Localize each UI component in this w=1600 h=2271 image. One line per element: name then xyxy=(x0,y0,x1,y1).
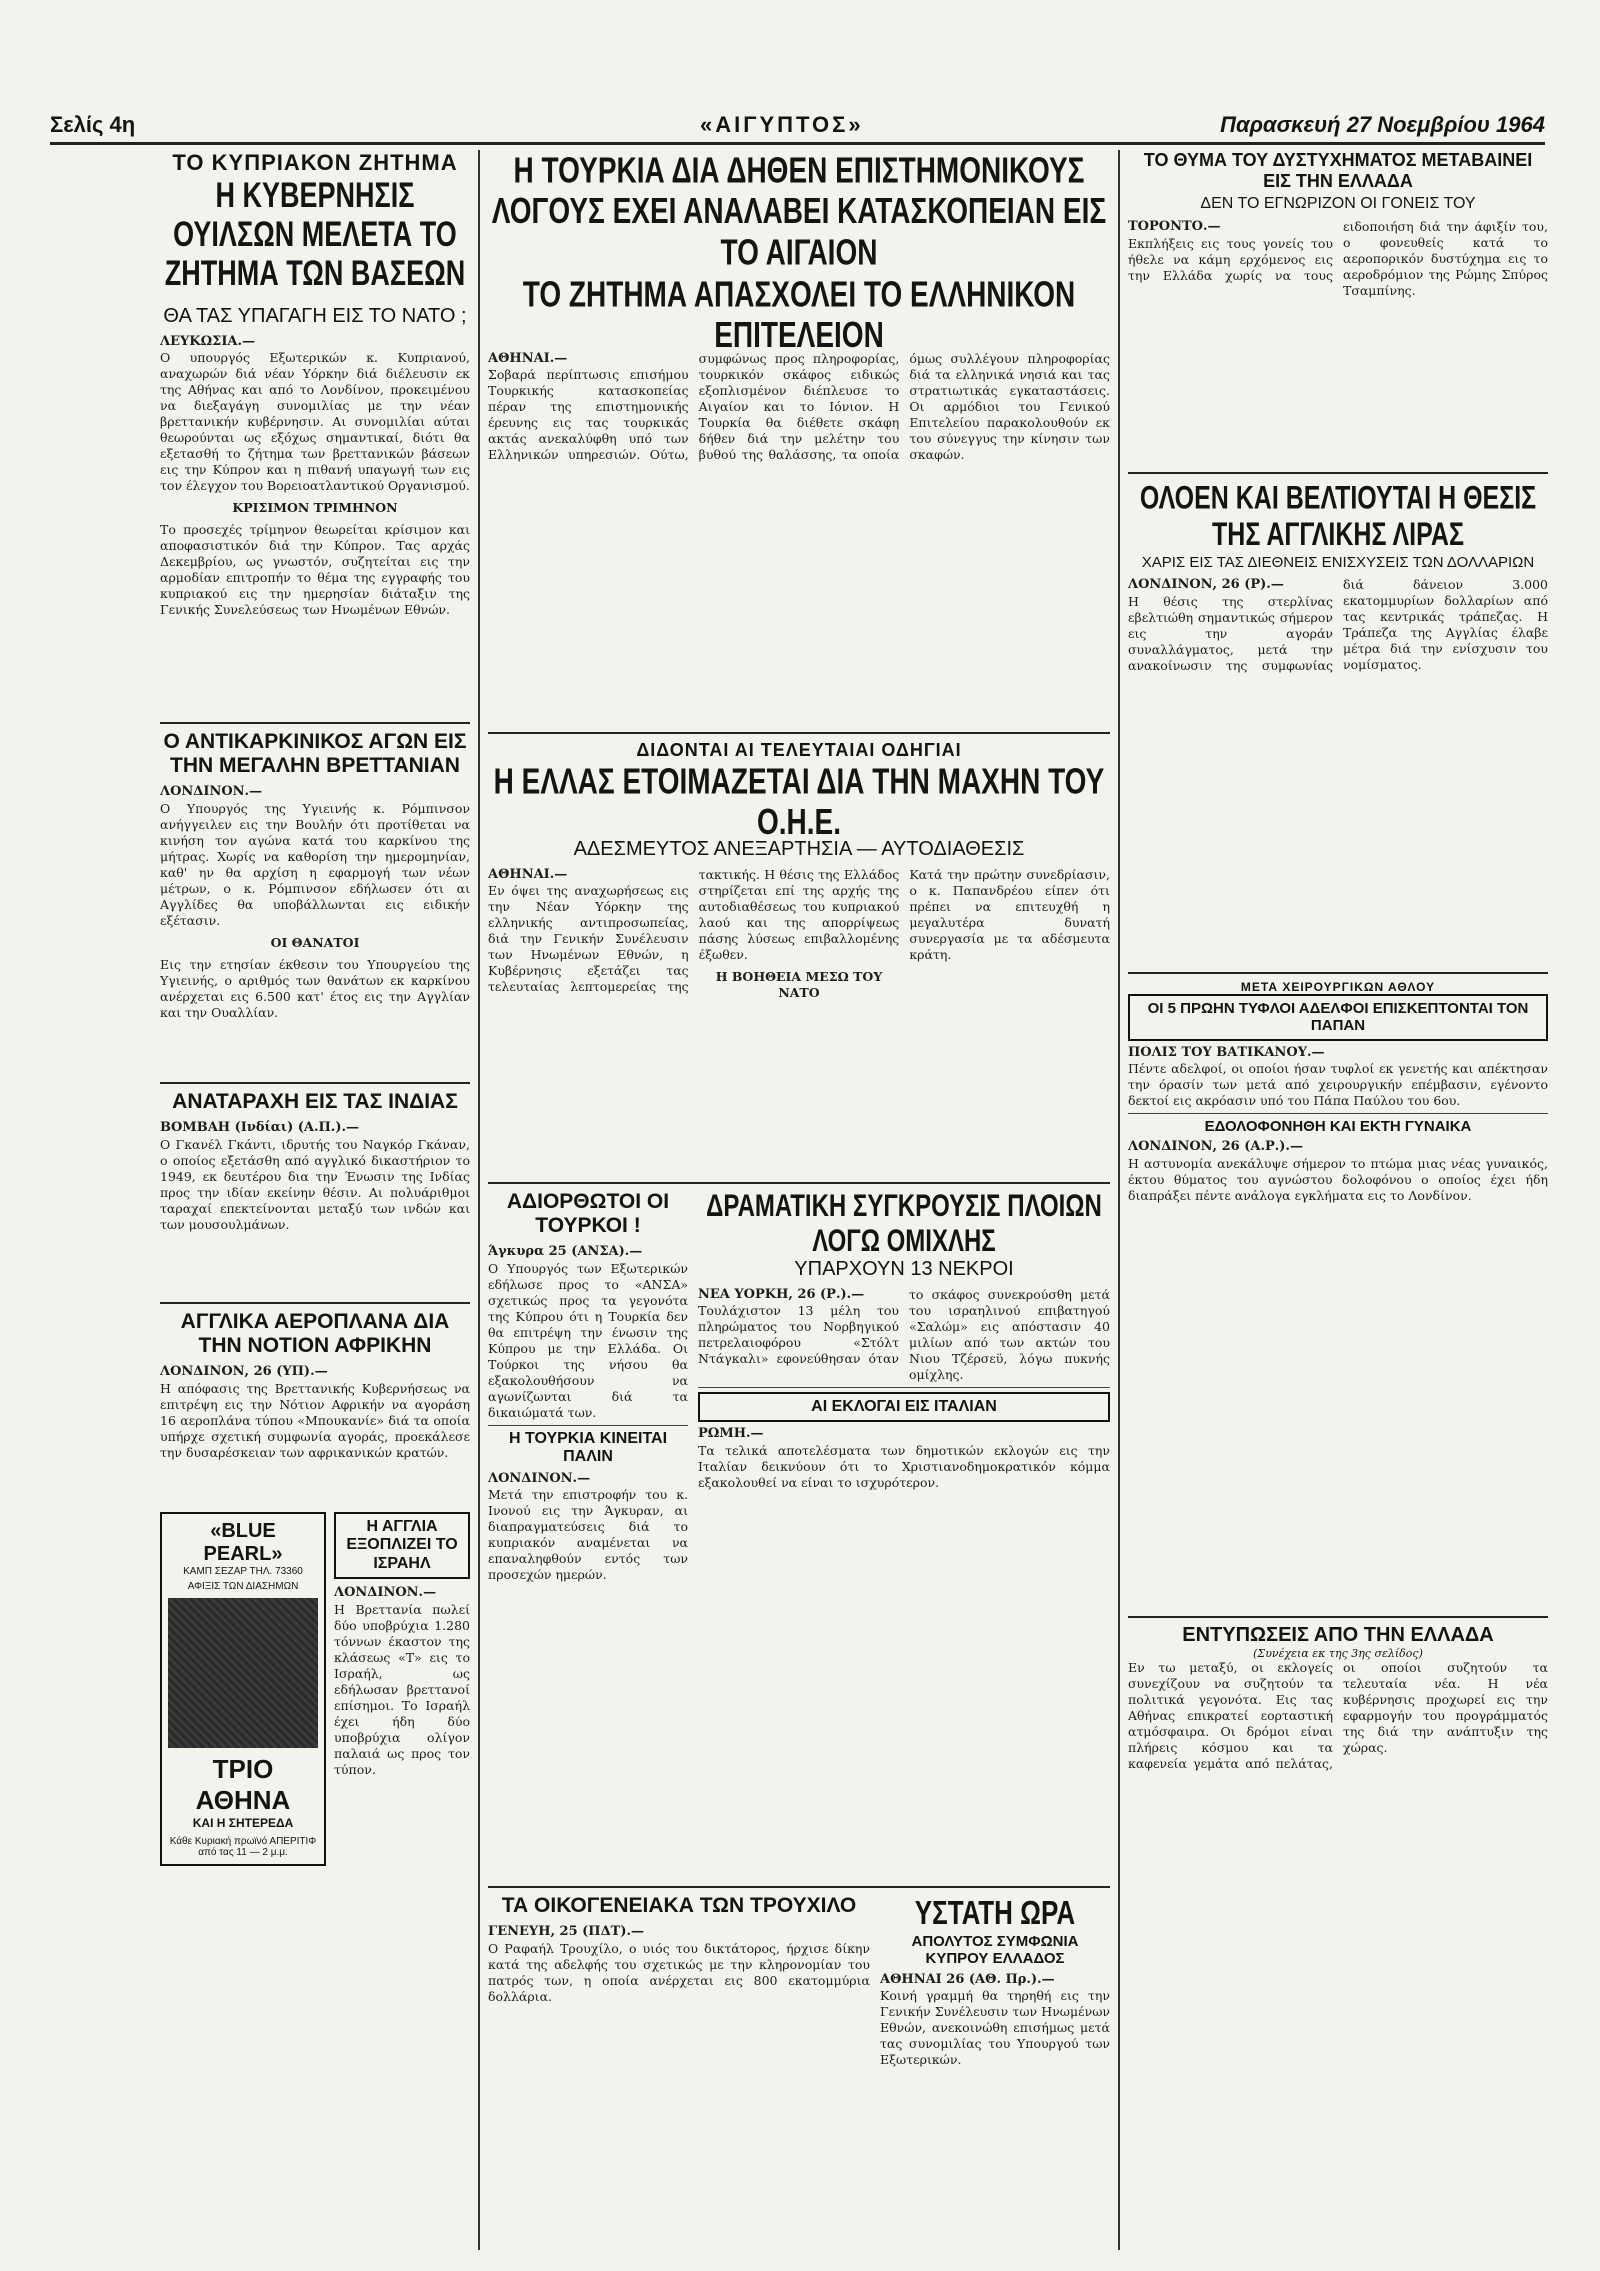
subheadline: ΥΠΑΡΧΟΥΝ 13 ΝΕΚΡΟΙ xyxy=(794,1257,1014,1280)
article-turkey xyxy=(488,150,1110,720)
article-un xyxy=(488,740,1110,1170)
headline: Η ΚΥΒΕΡΝΗΣΙΣ ΟΥΙΛΣΩΝ ΜΕΛΕΤΑ ΤΟ ΖΗΤΗΜΑ ΤΩΝ ΒΑΣΕΩΝ xyxy=(164,176,466,294)
headline: ΤΑ ΟΙΚΟΓΕΝΕΙΑΚΑ ΤΩΝ ΤΡΟΥΧΙΛΟ xyxy=(501,1894,857,1917)
article-planes xyxy=(160,1310,470,1500)
headline: Ο ΑΝΤΙΚΑΡΚΙΝΙΚΟΣ ΑΓΩΝ ΕΙΣ ΤΗΝ ΜΕΓΑΛΗΝ ΒΡΕΤΤΑΝΙΑΝ xyxy=(163,730,467,778)
subheadline: ΑΔΕΣΜΕΥΤΟΣ ΑΝΕΞΑΡΤΗΣΙΑ — ΑΥΤΟΔΙΑΘΕΣΙΣ xyxy=(573,837,1025,860)
article-text: Το προσεχές τρίμηνον θεωρείται κρίσιμον και αποφασιστικόν διά την Κύπρον. Τας αρχάς Δεκεμβρίου, ως γνωστόν, συζητείται εις την αρμοδίαν επιτροπήν το θέμα της εγγραφής του κυπριακού εις την ημερησίαν διάταξιν της Γενικής Συνελεύσεως των Ηνωμένων Εθνών. xyxy=(160,522,470,618)
dateline: ΛΕΥΚΩΣΙΑ.— xyxy=(160,333,256,349)
article-text: Ο Ραφαήλ Τρουχίλο, ο υιός του δικτάτορος, ήρχισε δίκην κατά της αδελφής του σχετικώς με την κληρονομίαν του πατρός των, η οποία ανέρχεται εις 800 εκατομμύρια δολλάρια. xyxy=(488,1940,870,2004)
headline: ΑΝΑΤΑΡΑΧΗ ΕΙΣ ΤΑΣ ΙΝΔΙΑΣ xyxy=(172,1090,458,1113)
continuation-note: (Συνέχεια εκ της 3ης σελίδος) xyxy=(1253,1647,1423,1660)
kicker: ΤΟ ΘΥΜΑ ΤΟΥ ΔΥΣΤΥΧΗΜΑΤΟΣ ΜΕΤΑΒΑΙΝΕΙ ΕΙΣ ΤΗΝ ΕΛΛΑΔΑ xyxy=(1143,150,1533,191)
headline-2: Η ΤΟΥΡΚΙΑ ΚΙΝΕΙΤΑΙ ΠΑΛΙΝ xyxy=(508,1429,668,1466)
column-middle xyxy=(488,150,1110,2250)
dateline: Άγκυρα 25 (ΑΝΣΑ).— xyxy=(488,1244,643,1260)
kicker: ΤΟ ΚΥΠΡΙΑΚΟΝ ΖΗΤΗΜΑ xyxy=(172,150,458,175)
ad-note: ΑΦΙΞΙΣ ΤΩΝ ΔΙΑΣΗΜΩΝ xyxy=(187,1581,299,1592)
dateline: ΛΟΝΔΙΝΟΝ, 26 (Α.Ρ.).— xyxy=(1128,1139,1303,1155)
headline: ΕΝΤΥΠΩΣΕΙΣ ΑΠΟ ΤΗΝ ΕΛΛΑΔΑ xyxy=(1182,1624,1494,1646)
dateline: ΑΘΗΝΑΙ 26 (ΑΘ. Πρ.).— xyxy=(880,1971,1055,1987)
page-number: Σελίς 4η xyxy=(50,112,136,137)
article-text: Η αστυνομία ανεκάλυψε σήμερον το πτώμα μιας νέας γυναικός, έκτου θύματος του αγνώστου δολοφόνου ο οποίος έχει ήδη διαπράξει πέντε ανάλογα εγκλήματα εις το Λονδίνον. xyxy=(1128,1156,1548,1203)
dateline: ΡΩΜΗ.— xyxy=(698,1426,764,1442)
article-text: Ο υπουργός Εξωτερικών κ. Κυπριανού, αναχωρών διά νέαν Υόρκην διά διέλευσιν εκ της Αθήνας και από το Λονδίνον, προκειμένου να διεξαγάγη συνομιλίας με την νέαν βρεττανικήν κυβέρνησιν. Αι συνομιλίαι αύται θεωρούνται ως εξόχως σημαντικαί, διότι θα εξετασθή το ζήτημα των βρεττανικών βάσεων εις την Κύπρον και η πιθανή υπαγωγή των εις τον έλεγχον του Βορειοατλαντικού Οργανισμού. xyxy=(160,350,470,494)
article-text: Η απόφασις της Βρεττανικής Κυβερνήσεως να επιτρέψη εις την Νότιον Αφρικήν να αγοράση 16 αεροπλάνα τύπου «Μπουκανίε» διά τα οποία υπήρχε σχετική συμφωνία αγοράς, προεκάλεσε την δυσαρέσκειαν των αφρικανικών κρατών. xyxy=(160,1380,470,1460)
dateline: ΛΟΝΔΙΝΟΝ, 26 (Ρ).— xyxy=(1128,577,1284,592)
subheadline: ΔΕΝ ΤΟ ΕΓΝΩΡΙΖΟΝ ΟΙ ΓΟΝΕΙΣ ΤΟΥ xyxy=(1200,195,1476,213)
dateline: ΑΘΗΝΑΙ.— xyxy=(488,350,568,366)
headline: ΟΙ 5 ΠΡΩΗΝ ΤΥΦΛΟΙ ΑΔΕΛΦΟΙ ΕΠΙΣΚΕΠΤΟΝΤΑΙ ΤΟΝ ΠΑΠΑΝ xyxy=(1128,994,1548,1041)
newspaper-name: «ΑΙΓΥΠΤΟΣ» xyxy=(700,112,864,137)
article-text: Η θέσις της στερλίνας εβελτιώθη σημαντικώς σήμερον εις την αγοράν συναλλάγματος, μετά την ανακοίνωσιν της συμφωνίας διά δάνειον 3.000 εκατομμυρίων δολλαρίων από τας κεντρικάς τράπεζας. Η Τράπεζα της Αγγλίας έλαβε μέτρα διά την ενίσχυσιν του νομίσματος. xyxy=(1128,577,1548,673)
dateline: ΑΘΗΝΑΙ.— xyxy=(488,866,568,882)
dateline: ΛΟΝΔΙΝΟΝ.— xyxy=(488,1470,591,1486)
article-text: Κατά την πρώτην συνεδρίασιν, ο κ. Παπανδρέου είπεν ότι πρέπει να επιτευχθή η μεγαλυτέρα δυνατή συνεργασία με τα αδέσμευτα κράτη. xyxy=(909,866,1110,962)
headline-2: ΕΔΟΛΟΦΟΝΗΘΗ ΚΑΙ ΕΚΤΗ ΓΥΝΑΙΚΑ xyxy=(1204,1118,1472,1136)
article-text: Εκπλήξεις εις τους γονείς του ήθελε να κάμη ερχόμενος εις την Ελλάδα χωρίς να τους ειδοποιήση διά την άφιξίν του, ο φονευθείς κατά το αεροπορικόν δυστύχημα εις το αεροδρόμιον της Ρώμης Σπύρος Τσαμπίνης. xyxy=(1128,219,1548,299)
subhead: Η ΒΟΗΘΕΙΑ ΜΕΣΩ ΤΟΥ ΝΑΤΟ xyxy=(715,968,883,1000)
headline: ΑΔΙΟΡΘΩΤΟΙ ΟΙ ΤΟΥΡΚΟΙ ! xyxy=(506,1190,670,1238)
ad-address: ΚΑΜΠ ΣΕΖΑΡ ΤΗΛ. 73360 xyxy=(183,1566,303,1577)
article-vatican xyxy=(1128,980,1548,1610)
column-left xyxy=(160,150,470,2250)
column-divider xyxy=(1118,150,1120,2250)
subhead: ΟΙ ΘΑΝΑΤΟΙ xyxy=(270,934,360,950)
kicker: ΔΙΔΟΝΤΑΙ ΑΙ ΤΕΛΕΥΤΑΙΑΙ ΟΔΗΓΙΑΙ xyxy=(636,740,962,760)
article-cyprus xyxy=(160,150,470,710)
subheadline: ΧΑΡΙΣ ΕΙΣ ΤΑΣ ΔΙΕΘΝΕΙΣ ΕΝΙΣΧΥΣΕΙΣ ΤΩΝ ΔΟΛΛΑΡΙΩΝ xyxy=(1141,554,1535,571)
article-text: Εις την ετησίαν έκθεσιν του Υπουργείου της Υγιεινής, ο αριθμός των θανάτων εκ καρκίνου ανέρχεται εις 6.500 κατ' έτος εις την Αγγλίαν και την Ουαλλίαν. xyxy=(160,956,470,1020)
article-turks xyxy=(488,1190,688,1880)
headline: Η ΕΛΛΑΣ ΕΤΟΙΜΑΖΕΤΑΙ ΔΙΑ ΤΗΝ ΜΑΧΗΝ ΤΟΥ Ο.Η.Ε. xyxy=(493,761,1105,843)
article-ships xyxy=(698,1190,1110,1880)
dateline: ΛΟΝΔΙΝΟΝ.— xyxy=(334,1585,437,1601)
headline: ΟΛΟΕΝ ΚΑΙ ΒΕΛΤΙΟΥΤΑΙ Η ΘΕΣΙΣ ΤΗΣ ΑΓΓΛΙΚΗΣ ΛΙΡΑΣ xyxy=(1139,480,1537,553)
subheadline: ΑΠΟΛΥΤΟΣ ΣΥΜΦΩΝΙΑ ΚΥΠΡΟΥ ΕΛΛΑΔΟΣ xyxy=(911,1933,1079,1968)
dateline: ΓΕΝΕΥΗ, 25 (ΠΔΤ).— xyxy=(488,1924,645,1940)
dateline: ΛΟΝΔΙΝΟΝ.— xyxy=(160,784,263,800)
ad-schedule: Κάθε Κυριακή πρωϊνό ΑΠΕΡΙΤΙΦ από τας 11 — 2 μ.μ. xyxy=(169,1836,317,1858)
article-latest xyxy=(880,1894,1110,2094)
band-photo xyxy=(168,1598,318,1748)
article-text: Εν όψει της αναχωρήσεως εις την Νέαν Υόρκην της ελληνικής αντιπροσωπείας, διά την Γενικήν Συνέλευσιν των Ηνωμένων Εθνών, η Κυβέρνησις εξετάζει τας τελευταίας λεπτομερείας της τακτικής. Η θέσις της Ελλάδος στηρίζεται επί της αρχής της αυτοδιαθέσεως του κυπριακού λαού και της απορρίψεως πάσης λύσεως επιβαλλομένης έξωθεν. xyxy=(488,866,900,995)
ad-name: «BLUE PEARL» xyxy=(203,1520,283,1565)
article-cancer xyxy=(160,730,470,1070)
article-victim xyxy=(1128,150,1548,460)
subheadline: ΘΑ ΤΑΣ ΥΠΑΓΑΓΗ ΕΙΣ ΤΟ ΝΑΤΟ ; xyxy=(163,304,467,327)
dateline: ΛΟΝΔΙΝΟΝ, 26 (ΥΠ).— xyxy=(160,1364,328,1380)
headline-2: ΤΟ ΖΗΤΗΜΑ ΑΠΑΣΧΟΛΕΙ ΤΟ ΕΛΛΗΝΙΚΟΝ ΕΠΙΤΕΛΕΙΟΝ xyxy=(522,274,1076,356)
article-text: Εν τω μεταξύ, οι εκλογείς συνεχίζουν να συζητούν τα πολιτικά γεγονότα. Εις τας Αθήνας επικρατεί εορταστική ατμόσφαιρα. Οι δρόμοι είναι πλήρεις κόσμου και τα καφενεία γεμάτα από πελάτας, οι οποίοι συζητούν τα τελευταία νέα. Η νέα κυβέρνησις προχωρεί εις την εφαρμογήν του προγράμματός της διά την ανάπτυξιν της χώρας. xyxy=(1128,1660,1548,1771)
headline: ΑΓΓΛΙΚΑ ΑΕΡΟΠΛΑΝΑ ΔΙΑ ΤΗΝ ΝΟΤΙΟΝ ΑΦΡΙΚΗΝ xyxy=(180,1310,450,1358)
headline: ΥΣΤΑΤΗ ΩΡΑ xyxy=(914,1892,1076,1932)
headline: Η ΑΓΓΛΙΑ ΕΞΟΠΛΙΖΕΙ ΤΟ ΙΣΡΑΗΛ xyxy=(334,1512,470,1579)
masthead xyxy=(50,112,1545,145)
article-text: Σοβαρά περίπτωσις επισήμου Τουρκικής κατασκοπείας πέραν της επιστημονικής έρευνης εις τας τουρκικάς ακτάς ανεκαλύφθη υπό των Ελληνικών υπηρεσιών. Ούτω, συμφώνως προς πληροφορίας, τουρκικόν σκάφος ειδικώς εξοπλισμένον διέπλευσε το Αιγαίον και το Ιόνιον. Η Τουρκία θα διέθετε σκάφη δήθεν διά την μελέτην του βυθού της θαλάσσης, τα οποία όμως συλλέγουν πληροφορίας διά τα ελληνικά νησιά και τας στρατιωτικάς εγκαταστάσεις. Οι αρμόδιοι του Γενικού Επιτελείου παρακολουθούν εκ του σύνεγγυς την κίνησιν των σκαφών. xyxy=(488,350,1110,463)
article-israel xyxy=(334,1512,470,1866)
dateline: ΤΟΡΟΝΤΟ.— xyxy=(1128,219,1221,235)
issue-date: Παρασκευή 27 Νοεμβρίου 1964 xyxy=(1220,112,1545,137)
ad-blue-pearl xyxy=(160,1512,326,1866)
headline: ΔΡΑΜΑΤΙΚΗ ΣΥΓΚΡΟΥΣΙΣ ΠΛΟΙΩΝ ΛΟΓΩ ΟΜΙΧΛΗΣ xyxy=(706,1188,1102,1259)
column-divider xyxy=(478,150,480,2250)
article-text: Η Βρεττανία πωλεί δύο υποβρύχια 1.280 τόννων έκαστον της κλάσεως «Τ» εις το Ισραήλ, ως εδήλωσαν βρεττανοί επίσημοι. Το Ισραήλ έχει ήδη δύο υποβρύχια ολίγον παλαιά ως προς τον τύπον. xyxy=(334,1601,470,1777)
article-text: Ο Υπουργός των Εξωτερικών εδήλωσε προς το «ΑΝΣΑ» σχετικώς προς τα γεγονότα της Κύπρου ότι η Τουρκία δεν θα επιτρέψη την ένωσιν της Κύπρου με την Ελλάδα. Οι Τούρκοι της νήσου θα εξακολουθήσουν να αγωνίζωνται διά τα δικαιώματά των. xyxy=(488,1260,688,1420)
article-text: Μετά την επιστροφήν του κ. Ινονού εις την Άγκυραν, αι διαπραγματεύσεις διά το κυπριακόν αναμένεται να επαναληφθούν εντός των προσεχών ημερών. xyxy=(488,1487,688,1583)
article-india xyxy=(160,1090,470,1290)
kicker: ΜΕΤΑ ΧΕΙΡΟΥΡΓΙΚΩΝ ΑΘΛΟΥ xyxy=(1240,980,1436,994)
ad-act: ΤΡΙΟ ΑΘΗΝΑ xyxy=(195,1754,291,1815)
article-text: Τουλάχιστον 13 μέλη του πληρώματος του Νορβηγικού πετρελαιοφόρου «Στόλτ Ντάγκαλι» εφονεύθησαν όταν το σκάφος συνεκρούσθη μετά του ισραηλινού επιβατηγού «Σαλώμ» εις απόστασιν 40 μιλίων από των ακτών του Νιου Τζέρσεϋ, λόγω πυκνής ομίχλης. xyxy=(698,1286,1110,1382)
subhead: ΚΡΙΣΙΜΟΝ ΤΡΙΜΗΝΟΝ xyxy=(232,500,398,516)
dateline: ΠΟΛΙΣ ΤΟΥ ΒΑΤΙΚΑΝΟΥ.— xyxy=(1128,1044,1325,1060)
headline: Η ΤΟΥΡΚΙΑ ΔΙΑ ΔΗΘΕΝ ΕΠΙΣΤΗΜΟΝΙΚΟΥΣ ΛΟΓΟΥΣ ΕΧΕΙ ΑΝΑΛΑΒΕΙ ΚΑΤΑΣΚΟΠΕΙΑΝ ΕΙΣ ΤΟ ΑΙΓΑΙΟΝ xyxy=(491,150,1107,272)
article-text: Ο Γκανέλ Γκάντι, ιδρυτής του Ναγκόρ Γκάναν, ο οποίος εξετάσθη από αγγλικό δικαστήριον το 1949, εκ δευτέρου δια την Ένωσιν της Ινδίας προς την ιδίαν εκείνην θέσιν. Αι πολυάριθμοι ταραχαί επεκτείνονται μεταξύ των ινδών και των μουσουλμάνων. xyxy=(160,1136,470,1232)
dateline: ΝΕΑ ΥΟΡΚΗ, 26 (Ρ.).— xyxy=(698,1286,865,1302)
dateline: ΒΟΜΒΑΗ (Ινδίαι) (Α.Π.).— xyxy=(160,1120,360,1136)
column-right xyxy=(1128,150,1548,2250)
ad-act2: ΚΑΙ Η ΣΗΤΕΡΕΔΑ xyxy=(192,1816,294,1830)
article-text: Πέντε αδελφοί, οι οποίοι ήσαν τυφλοί εκ γενετής και απέκτησαν την όρασίν των μετά από χειρουργικήν επέμβασιν, εγένοντο δεκτοί εις ακρόασιν υπό του Πάπα Παύλου του 6ου. xyxy=(1128,1061,1548,1109)
article-text: Ο Υπουργός της Υγιεινής κ. Ρόμπινσον ανήγγειλεν εις την Βουλήν ότι προτίθεται να κινήση τον αγώνα κατά του καρκίνου της μήτρας. Χωρίς να καθορίση την ημερομηνίαν, καθ' ην θα αρχίση η εφαρμογή των νέων μέτρων, ο κ. Ρόμπινσον εδήλωσεν ότι αι Αγγλίδες θα υποβάλλωνται εις ειδικήν εξέτασιν. xyxy=(160,800,470,928)
article-text: Κοινή γραμμή θα τηρηθή εις την Γενικήν Συνέλευσιν των Ηνωμένων Εθνών, ανεκοινώθη επισήμως μετά τας συνομιλίας του Υπουργού των Εξωτερικών. xyxy=(880,1988,1110,2068)
article-trujillo xyxy=(488,1894,870,2094)
article-text: Τα τελικά αποτελέσματα των δημοτικών εκλογών εις την Ιταλίαν δεικνύουν ότι το Χριστιανοδημοκρατικόν κόμμα εξακολουθεί να είναι το ισχυρότερον. xyxy=(698,1442,1110,1490)
article-impressions xyxy=(1128,1624,1548,2224)
article-pound xyxy=(1128,480,1548,960)
headline-2: ΑΙ ΕΚΛΟΓΑΙ ΕΙΣ ΙΤΑΛΙΑΝ xyxy=(698,1392,1110,1422)
